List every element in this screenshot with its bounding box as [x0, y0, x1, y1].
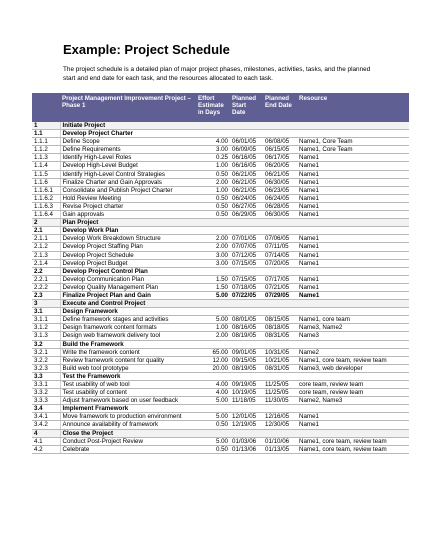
- row-resource: [297, 219, 409, 227]
- row-effort: 3.00: [196, 251, 230, 259]
- row-end: [263, 405, 297, 413]
- row-task: Develop Project Charter: [60, 130, 196, 138]
- row-resource: core team, review team: [297, 389, 409, 397]
- row-effort: 3.00: [196, 259, 230, 267]
- schedule-table: [32, 93, 409, 454]
- row-end: 10/21/05: [263, 356, 297, 364]
- row-resource: Name1: [297, 243, 409, 251]
- row-task: Move framework to production environment: [60, 413, 196, 421]
- row-id: 3.4.1: [32, 413, 60, 421]
- row-id: 3.1.1: [32, 316, 60, 324]
- row-start: 01/13/06: [230, 445, 263, 453]
- row-id: 3.2.1: [32, 348, 60, 356]
- row-effort: 5.00: [196, 291, 230, 299]
- row-task: Finalize Project Plan and Gain: [60, 291, 196, 299]
- row-effort: 1.00: [196, 162, 230, 170]
- row-task: Consolidate and Publish Project Charter: [60, 186, 196, 194]
- row-id: 1.1.2: [32, 146, 60, 154]
- row-id: 3.3.1: [32, 381, 60, 389]
- row-task: Develop Work Breakdown Structure: [60, 235, 196, 243]
- row-resource: [297, 372, 409, 380]
- table-row: [32, 251, 409, 259]
- row-effort: 5.00: [196, 397, 230, 405]
- row-task: Build web tool prototype: [60, 364, 196, 372]
- row-id: 3.3.2: [32, 389, 60, 397]
- row-resource: Name1: [297, 170, 409, 178]
- row-end: 12/16/05: [263, 413, 297, 421]
- row-start: 07/15/05: [230, 259, 263, 267]
- row-id: 4.2: [32, 445, 60, 453]
- row-resource: [297, 130, 409, 138]
- row-resource: Name2: [297, 348, 409, 356]
- row-resource: Name1: [297, 251, 409, 259]
- row-resource: [297, 300, 409, 308]
- row-end: 08/15/05: [263, 316, 297, 324]
- row-effort: 5.00: [196, 437, 230, 445]
- row-id: 2.2.1: [32, 275, 60, 283]
- row-start: [230, 122, 263, 130]
- row-resource: [297, 308, 409, 316]
- row-start: 09/01/05: [230, 348, 263, 356]
- table-row: [32, 170, 409, 178]
- row-end: 08/31/05: [263, 364, 297, 372]
- row-effort: [196, 267, 230, 275]
- row-task: Finalize Charter and Gain Approvals: [60, 178, 196, 186]
- table-row: [32, 186, 409, 194]
- row-start: 06/21/05: [230, 178, 263, 186]
- row-effort: [196, 219, 230, 227]
- row-start: 06/27/05: [230, 202, 263, 210]
- row-start: [230, 308, 263, 316]
- row-task: Close the Project: [60, 429, 196, 437]
- row-resource: [297, 122, 409, 130]
- row-start: 07/07/05: [230, 243, 263, 251]
- row-resource: Name1: [297, 211, 409, 219]
- row-id: 1.1.4: [32, 162, 60, 170]
- row-id: 1.1.1: [32, 138, 60, 146]
- row-start: 08/16/05: [230, 324, 263, 332]
- row-id: 3.1: [32, 308, 60, 316]
- row-end: 11/25/05: [263, 389, 297, 397]
- row-id: 2.1.2: [32, 243, 60, 251]
- row-start: 06/16/05: [230, 154, 263, 162]
- row-effort: 0.50: [196, 202, 230, 210]
- table-row: [32, 348, 409, 356]
- row-id: 4: [32, 429, 60, 437]
- row-end: [263, 429, 297, 437]
- row-start: 06/29/05: [230, 211, 263, 219]
- row-start: 06/21/05: [230, 186, 263, 194]
- row-resource: Name1: [297, 291, 409, 299]
- row-start: [230, 219, 263, 227]
- row-end: 12/30/05: [263, 421, 297, 429]
- row-effort: 12.00: [196, 356, 230, 364]
- row-end: 06/20/05: [263, 162, 297, 170]
- row-task: Hold Review Meeting: [60, 194, 196, 202]
- row-resource: [297, 340, 409, 348]
- intro-paragraph: The project schedule is a detailed plan of major project phases, milestones, activities, tasks, and the planned start and end date for each task, and the resources allocated to each task.: [63, 66, 371, 82]
- row-id: 1.1.6.1: [32, 186, 60, 194]
- row-effort: [196, 308, 230, 316]
- row-effort: 0.50: [196, 194, 230, 202]
- row-task: Develop Project Budget: [60, 259, 196, 267]
- row-id: 3.4: [32, 405, 60, 413]
- row-task: Define Scope: [60, 138, 196, 146]
- row-start: 07/18/05: [230, 283, 263, 291]
- table-row: [32, 235, 409, 243]
- row-task: Develop Project Control Plan: [60, 267, 196, 275]
- row-id: 2.1.3: [32, 251, 60, 259]
- row-task: Develop Project Schedule: [60, 251, 196, 259]
- row-end: [263, 372, 297, 380]
- row-start: 11/18/05: [230, 397, 263, 405]
- row-id: 1.1.6: [32, 178, 60, 186]
- row-id: 2.1.1: [32, 235, 60, 243]
- row-effort: [196, 429, 230, 437]
- row-task: Test usability of content: [60, 389, 196, 397]
- row-end: [263, 340, 297, 348]
- table-row: [32, 340, 409, 348]
- row-resource: Name2, Name3: [297, 397, 409, 405]
- row-effort: 3.00: [196, 146, 230, 154]
- row-end: [263, 130, 297, 138]
- row-effort: 0.25: [196, 154, 230, 162]
- row-start: 10/19/05: [230, 389, 263, 397]
- row-resource: Name1, core team, review team: [297, 437, 409, 445]
- row-task: Design Framework: [60, 308, 196, 316]
- table-row: [32, 445, 409, 453]
- row-id: 1.1: [32, 130, 60, 138]
- row-end: 07/29/05: [263, 291, 297, 299]
- row-end: 07/20/05: [263, 259, 297, 267]
- row-effort: 2.00: [196, 243, 230, 251]
- row-start: 06/21/05: [230, 170, 263, 178]
- table-row: [32, 259, 409, 267]
- row-end: 06/15/05: [263, 146, 297, 154]
- row-start: 08/19/05: [230, 332, 263, 340]
- row-task: Test usability of web tool: [60, 381, 196, 389]
- table-row: [32, 405, 409, 413]
- row-id: 1.1.6.4: [32, 211, 60, 219]
- row-id: 3.1.2: [32, 324, 60, 332]
- table-row: [32, 372, 409, 380]
- row-id: 1.1.5: [32, 170, 60, 178]
- row-id: 3.2: [32, 340, 60, 348]
- table-row: [32, 202, 409, 210]
- row-task: Conduct Post-Project Review: [60, 437, 196, 445]
- table-row: [32, 413, 409, 421]
- table-row: [32, 381, 409, 389]
- table-row: [32, 267, 409, 275]
- row-end: 11/30/05: [263, 397, 297, 405]
- row-task: Test the Framework: [60, 372, 196, 380]
- row-start: 09/15/05: [230, 356, 263, 364]
- table-row: [32, 227, 409, 235]
- row-effort: [196, 122, 230, 130]
- row-resource: Name1: [297, 154, 409, 162]
- row-end: 01/10/06: [263, 437, 297, 445]
- table-row: [32, 138, 409, 146]
- row-task: Identify High-Level Control Strategies: [60, 170, 196, 178]
- row-start: 12/19/05: [230, 421, 263, 429]
- row-resource: Name1: [297, 178, 409, 186]
- row-task: Gain approvals: [60, 211, 196, 219]
- header-end: Planned End Date: [263, 93, 297, 122]
- row-task: Define framework stages and activities: [60, 316, 196, 324]
- table-row: [32, 283, 409, 291]
- row-task: Plan Project: [60, 219, 196, 227]
- table-row: [32, 291, 409, 299]
- row-resource: Name1, Core Team: [297, 138, 409, 146]
- row-end: 10/31/05: [263, 348, 297, 356]
- row-task: Develop Quality Management Plan: [60, 283, 196, 291]
- row-task: Identify High-Level Roles: [60, 154, 196, 162]
- row-id: 2.1: [32, 227, 60, 235]
- row-effort: 4.00: [196, 389, 230, 397]
- table-row: [32, 316, 409, 324]
- row-effort: [196, 340, 230, 348]
- row-id: 2.1.4: [32, 259, 60, 267]
- row-end: 07/17/05: [263, 275, 297, 283]
- table-header-row: [32, 93, 409, 122]
- row-task: Celebrate: [60, 445, 196, 453]
- row-start: [230, 130, 263, 138]
- row-end: [263, 227, 297, 235]
- row-resource: Name1: [297, 259, 409, 267]
- row-effort: 20.00: [196, 364, 230, 372]
- row-id: 1.1.6.3: [32, 202, 60, 210]
- row-start: 07/15/05: [230, 275, 263, 283]
- row-task: Write the framework content: [60, 348, 196, 356]
- row-end: 06/30/05: [263, 211, 297, 219]
- row-resource: [297, 429, 409, 437]
- row-start: 12/01/05: [230, 413, 263, 421]
- row-effort: [196, 372, 230, 380]
- row-end: [263, 267, 297, 275]
- table-row: [32, 275, 409, 283]
- row-effort: [196, 405, 230, 413]
- table-row: [32, 389, 409, 397]
- row-task: Execute and Control Project: [60, 300, 196, 308]
- row-resource: Name1: [297, 275, 409, 283]
- row-end: 08/31/05: [263, 332, 297, 340]
- table-row: [32, 122, 409, 130]
- row-task: Define Requirements: [60, 146, 196, 154]
- table-row: [32, 211, 409, 219]
- row-end: 06/08/05: [263, 138, 297, 146]
- row-resource: Name3, Name2: [297, 324, 409, 332]
- row-effort: 5.00: [196, 413, 230, 421]
- row-effort: 2.00: [196, 178, 230, 186]
- row-end: 07/11/05: [263, 243, 297, 251]
- table-row: [32, 356, 409, 364]
- row-effort: 0.50: [196, 421, 230, 429]
- row-id: 3.3: [32, 372, 60, 380]
- row-id: 3.2.3: [32, 364, 60, 372]
- row-id: 3.1.3: [32, 332, 60, 340]
- row-id: 3.3.3: [32, 397, 60, 405]
- row-task: Announce availability of framework: [60, 421, 196, 429]
- row-id: 3: [32, 300, 60, 308]
- row-start: 06/01/05: [230, 138, 263, 146]
- row-effort: 1.00: [196, 324, 230, 332]
- row-resource: Name1: [297, 162, 409, 170]
- table-row: [32, 243, 409, 251]
- table-row: [32, 162, 409, 170]
- row-start: [230, 300, 263, 308]
- table-row: [32, 130, 409, 138]
- row-id: 1: [32, 122, 60, 130]
- row-resource: Name1, core team, review team: [297, 445, 409, 453]
- row-resource: Name3: [297, 332, 409, 340]
- header-resource: Resource: [297, 93, 409, 122]
- row-effort: [196, 300, 230, 308]
- row-start: 01/03/06: [230, 437, 263, 445]
- table-row: [32, 194, 409, 202]
- row-end: 06/17/05: [263, 154, 297, 162]
- table-row: [32, 332, 409, 340]
- row-start: [230, 340, 263, 348]
- row-effort: 1.50: [196, 283, 230, 291]
- row-task: Design framework content formats: [60, 324, 196, 332]
- row-effort: 4.00: [196, 381, 230, 389]
- row-resource: Name1, core team, review team: [297, 356, 409, 364]
- row-start: 08/01/05: [230, 316, 263, 324]
- table-row: [32, 421, 409, 429]
- row-id: 1.1.3: [32, 154, 60, 162]
- row-end: 06/21/05: [263, 170, 297, 178]
- row-effort: 1.00: [196, 186, 230, 194]
- row-id: 3.4.2: [32, 421, 60, 429]
- row-start: 07/01/05: [230, 235, 263, 243]
- table-row: [32, 300, 409, 308]
- row-end: 07/14/05: [263, 251, 297, 259]
- row-id: 1.1.6.2: [32, 194, 60, 202]
- table-row: [32, 178, 409, 186]
- page-title: Example: Project Schedule: [63, 42, 230, 57]
- header-effort: Effort Estimate in Days: [196, 93, 230, 122]
- table-row: [32, 154, 409, 162]
- row-start: [230, 372, 263, 380]
- row-end: [263, 308, 297, 316]
- row-end: [263, 300, 297, 308]
- table-row: [32, 146, 409, 154]
- row-end: 08/18/05: [263, 324, 297, 332]
- row-effort: 0.50: [196, 445, 230, 453]
- row-start: [230, 405, 263, 413]
- row-start: [230, 227, 263, 235]
- table-row: [32, 429, 409, 437]
- header-task: Project Management Improvement Project – Phase 1: [60, 93, 196, 122]
- table-row: [32, 219, 409, 227]
- row-task: Implement Framework: [60, 405, 196, 413]
- row-resource: Name1: [297, 186, 409, 194]
- row-end: 07/21/05: [263, 283, 297, 291]
- row-effort: 1.50: [196, 275, 230, 283]
- row-effort: 2.00: [196, 332, 230, 340]
- row-start: 07/12/05: [230, 251, 263, 259]
- row-end: 06/28/05: [263, 202, 297, 210]
- row-task: Develop Project Staffing Plan: [60, 243, 196, 251]
- row-end: 11/25/05: [263, 381, 297, 389]
- row-task: Develop Communication Plan: [60, 275, 196, 283]
- row-id: 4.1: [32, 437, 60, 445]
- table-row: [32, 364, 409, 372]
- row-id: 2.3: [32, 291, 60, 299]
- row-resource: Name1: [297, 421, 409, 429]
- row-task: Design web framework delivery tool: [60, 332, 196, 340]
- row-resource: Name3, web developer: [297, 364, 409, 372]
- row-effort: 0.50: [196, 211, 230, 219]
- row-effort: 65.00: [196, 348, 230, 356]
- row-resource: core team, review team: [297, 381, 409, 389]
- table-row: [32, 324, 409, 332]
- table-row: [32, 437, 409, 445]
- row-task: Revise Project charter: [60, 202, 196, 210]
- row-start: 06/09/05: [230, 146, 263, 154]
- row-resource: Name1, Core Team: [297, 146, 409, 154]
- row-id: 2.2: [32, 267, 60, 275]
- row-resource: Name1: [297, 413, 409, 421]
- row-task: Adjust framework based on user feedback: [60, 397, 196, 405]
- row-task: Build the Framework: [60, 340, 196, 348]
- row-task: Develop High-Level Budget: [60, 162, 196, 170]
- row-resource: Name1: [297, 202, 409, 210]
- row-resource: Name1: [297, 283, 409, 291]
- row-id: 2.2.2: [32, 283, 60, 291]
- row-end: [263, 122, 297, 130]
- row-id: 3.2.2: [32, 356, 60, 364]
- row-resource: Name1: [297, 194, 409, 202]
- row-effort: [196, 227, 230, 235]
- row-id: 2: [32, 219, 60, 227]
- row-resource: [297, 227, 409, 235]
- row-effort: 4.00: [196, 138, 230, 146]
- row-start: 06/24/05: [230, 194, 263, 202]
- row-resource: [297, 267, 409, 275]
- row-end: 06/24/05: [263, 194, 297, 202]
- row-start: [230, 267, 263, 275]
- row-end: 07/06/05: [263, 235, 297, 243]
- table-row: [32, 308, 409, 316]
- row-effort: 5.00: [196, 316, 230, 324]
- row-task: Review framework content for quality: [60, 356, 196, 364]
- row-end: 01/13/05: [263, 445, 297, 453]
- header-start: Planned Start Date: [230, 93, 263, 122]
- row-start: 07/22/05: [230, 291, 263, 299]
- row-effort: 0.50: [196, 170, 230, 178]
- row-effort: [196, 130, 230, 138]
- row-resource: Name1, core team: [297, 316, 409, 324]
- row-resource: Name1: [297, 235, 409, 243]
- row-task: Develop Work Plan: [60, 227, 196, 235]
- row-end: 06/30/05: [263, 178, 297, 186]
- row-end: [263, 219, 297, 227]
- table-row: [32, 397, 409, 405]
- row-start: 06/16/05: [230, 162, 263, 170]
- row-end: 06/23/05: [263, 186, 297, 194]
- row-effort: 2.00: [196, 235, 230, 243]
- row-resource: [297, 405, 409, 413]
- header-id: [32, 93, 60, 122]
- row-start: [230, 429, 263, 437]
- row-task: Initiate Project: [60, 122, 196, 130]
- row-start: 08/19/05: [230, 364, 263, 372]
- row-start: 09/19/05: [230, 381, 263, 389]
